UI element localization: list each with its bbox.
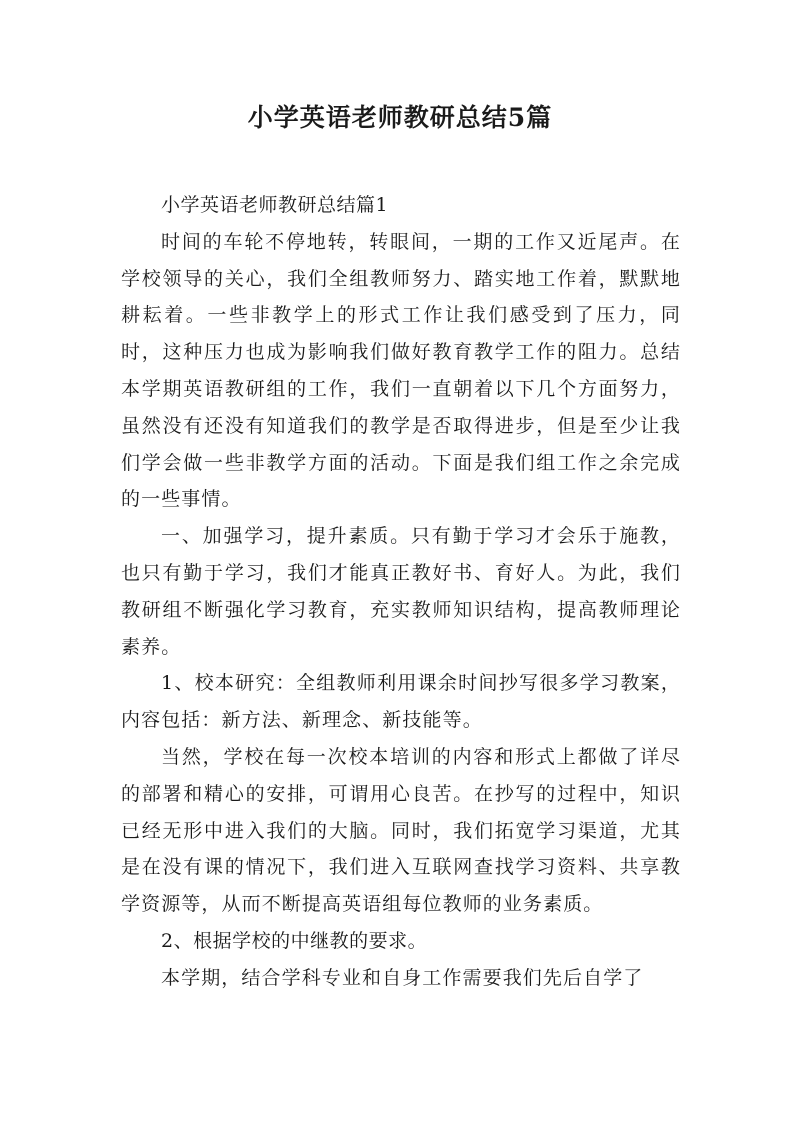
paragraph: 当然，学校在每一次校本培训的内容和形式上都做了详尽的部署和精心的安排，可谓用心良苦。在抄写的过程中，知识已经无形中进入我们的大脑。同时，我们拓宽学习渠道，尤其是在没有课的情况下，我们进入互联网查找学习资料、共享教学资源等，从而不断提高英语组每位教师的业务素质。 <box>121 745 681 916</box>
paragraph: 2、根据学校的中继教的要求。 <box>161 929 428 952</box>
section-heading: 小学英语老师教研总结篇1 <box>161 194 389 216</box>
document-title: 小学英语老师教研总结5篇 <box>247 103 553 132</box>
paragraph: 时间的车轮不停地转，转眼间，一期的工作又近尾声。在学校领导的关心，我们全组教师努力、踏实地工作着，默默地耕耘着。一些非教学上的形式工作让我们感受到了压力，同时，这种压力也成为影响我们做好教育教学工作的阻力。总结本学期英语教研组的工作，我们一直朝着以下几个方面努力，虽然没有还没有知道我们的教学是否取得进步，但是至少让我们学会做一些非教学方面的活动。下面是我们组工作之余完成的一些事情。 <box>121 230 681 511</box>
document-body <box>121 187 681 997</box>
paragraph: 1、校本研究：全组教师利用课余时间抄写很多学习教案，内容包括：新方法、新理念、新技能等。 <box>121 672 681 732</box>
paragraph: 一、加强学习，提升素质。只有勤于学习才会乐于施教，也只有勤于学习，我们才能真正教好书、育好人。为此，我们教研组不断强化学习教育，充实教师知识结构，提高教师理论素养。 <box>121 525 681 658</box>
paragraph: 本学期，结合学科专业和自身工作需要我们先后自学了 <box>161 966 644 989</box>
